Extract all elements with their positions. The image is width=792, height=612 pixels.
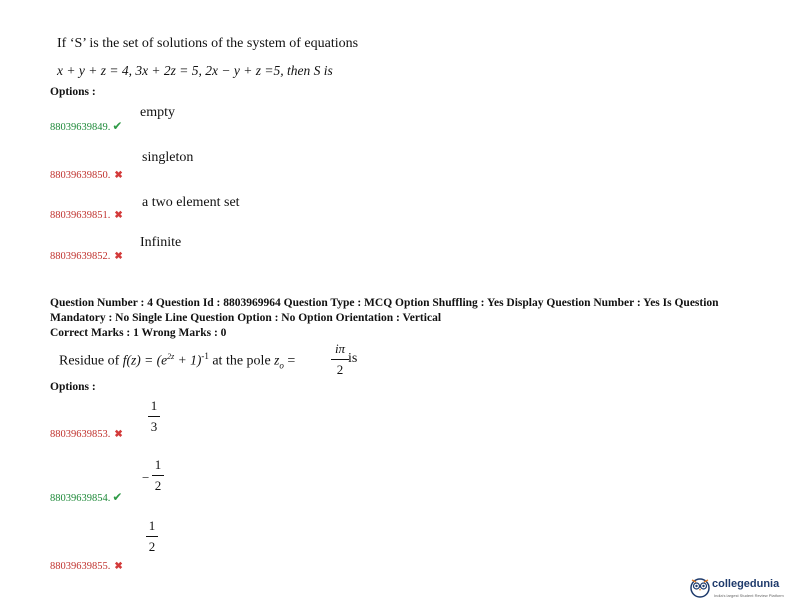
question-text: Residue of $f(z) = (e^{2z} + 1)^{-1}$ at the pole $z_o$ = [59,351,296,371]
option-id: 88039639852. [50,251,111,262]
question-meta: Mandatory : No Single Line Question Option : No Option Orientation : Vertical [50,312,442,324]
question-text: If ‘S’ is the set of solutions of the system of equations [57,36,359,51]
options-label: Options : [50,86,96,98]
option-row [50,165,123,183]
option-id: 88039639849. [50,122,111,133]
option-id: 88039639853. [50,429,111,440]
option-id: 88039639854. [50,493,111,504]
option-text: singleton [142,150,194,165]
owl-icon [690,576,710,598]
option-id: 88039639851. [50,210,111,221]
option-row [50,205,123,223]
option-fraction: 1 2 [146,518,158,555]
option-row [50,424,123,442]
option-id: 88039639855. [50,561,111,572]
option-text: a two element set [142,195,240,210]
pole-fraction: iπ 2 [331,341,349,378]
option-row [50,246,123,264]
option-row [50,556,123,574]
question-equation: x + y + z = 4, 3x + 2z = 5, 2x − y + z =5, then S is [57,63,333,78]
option-fraction: 1 3 [148,398,160,435]
option-row [50,488,122,506]
option-id: 88039639850. [50,170,111,181]
cross-icon: ✖ [114,561,123,572]
option-fraction: 1 2 [152,457,164,494]
collegedunia-logo: collegedunia India's largest Student Review Platform [690,576,790,606]
question-marks: Correct Marks : 1 Wrong Marks : 0 [50,327,227,339]
options-label: Options : [50,381,96,393]
cross-icon: ✖ [114,170,123,181]
check-icon: ✔ [112,490,123,504]
option-text: Infinite [140,235,182,250]
question-meta: Question Number : 4 Question Id : 8803969964 Question Type : MCQ Option Shuffling : Yes Display Question Number : Yes Is Question [50,297,719,309]
cross-icon: ✖ [114,429,123,440]
check-icon: ✔ [112,119,123,133]
option-sign: − [142,470,150,485]
cross-icon: ✖ [114,210,123,221]
question-text-suffix: is [348,351,358,366]
option-row [50,117,122,135]
cross-icon: ✖ [114,251,123,262]
option-text: empty [140,105,175,120]
